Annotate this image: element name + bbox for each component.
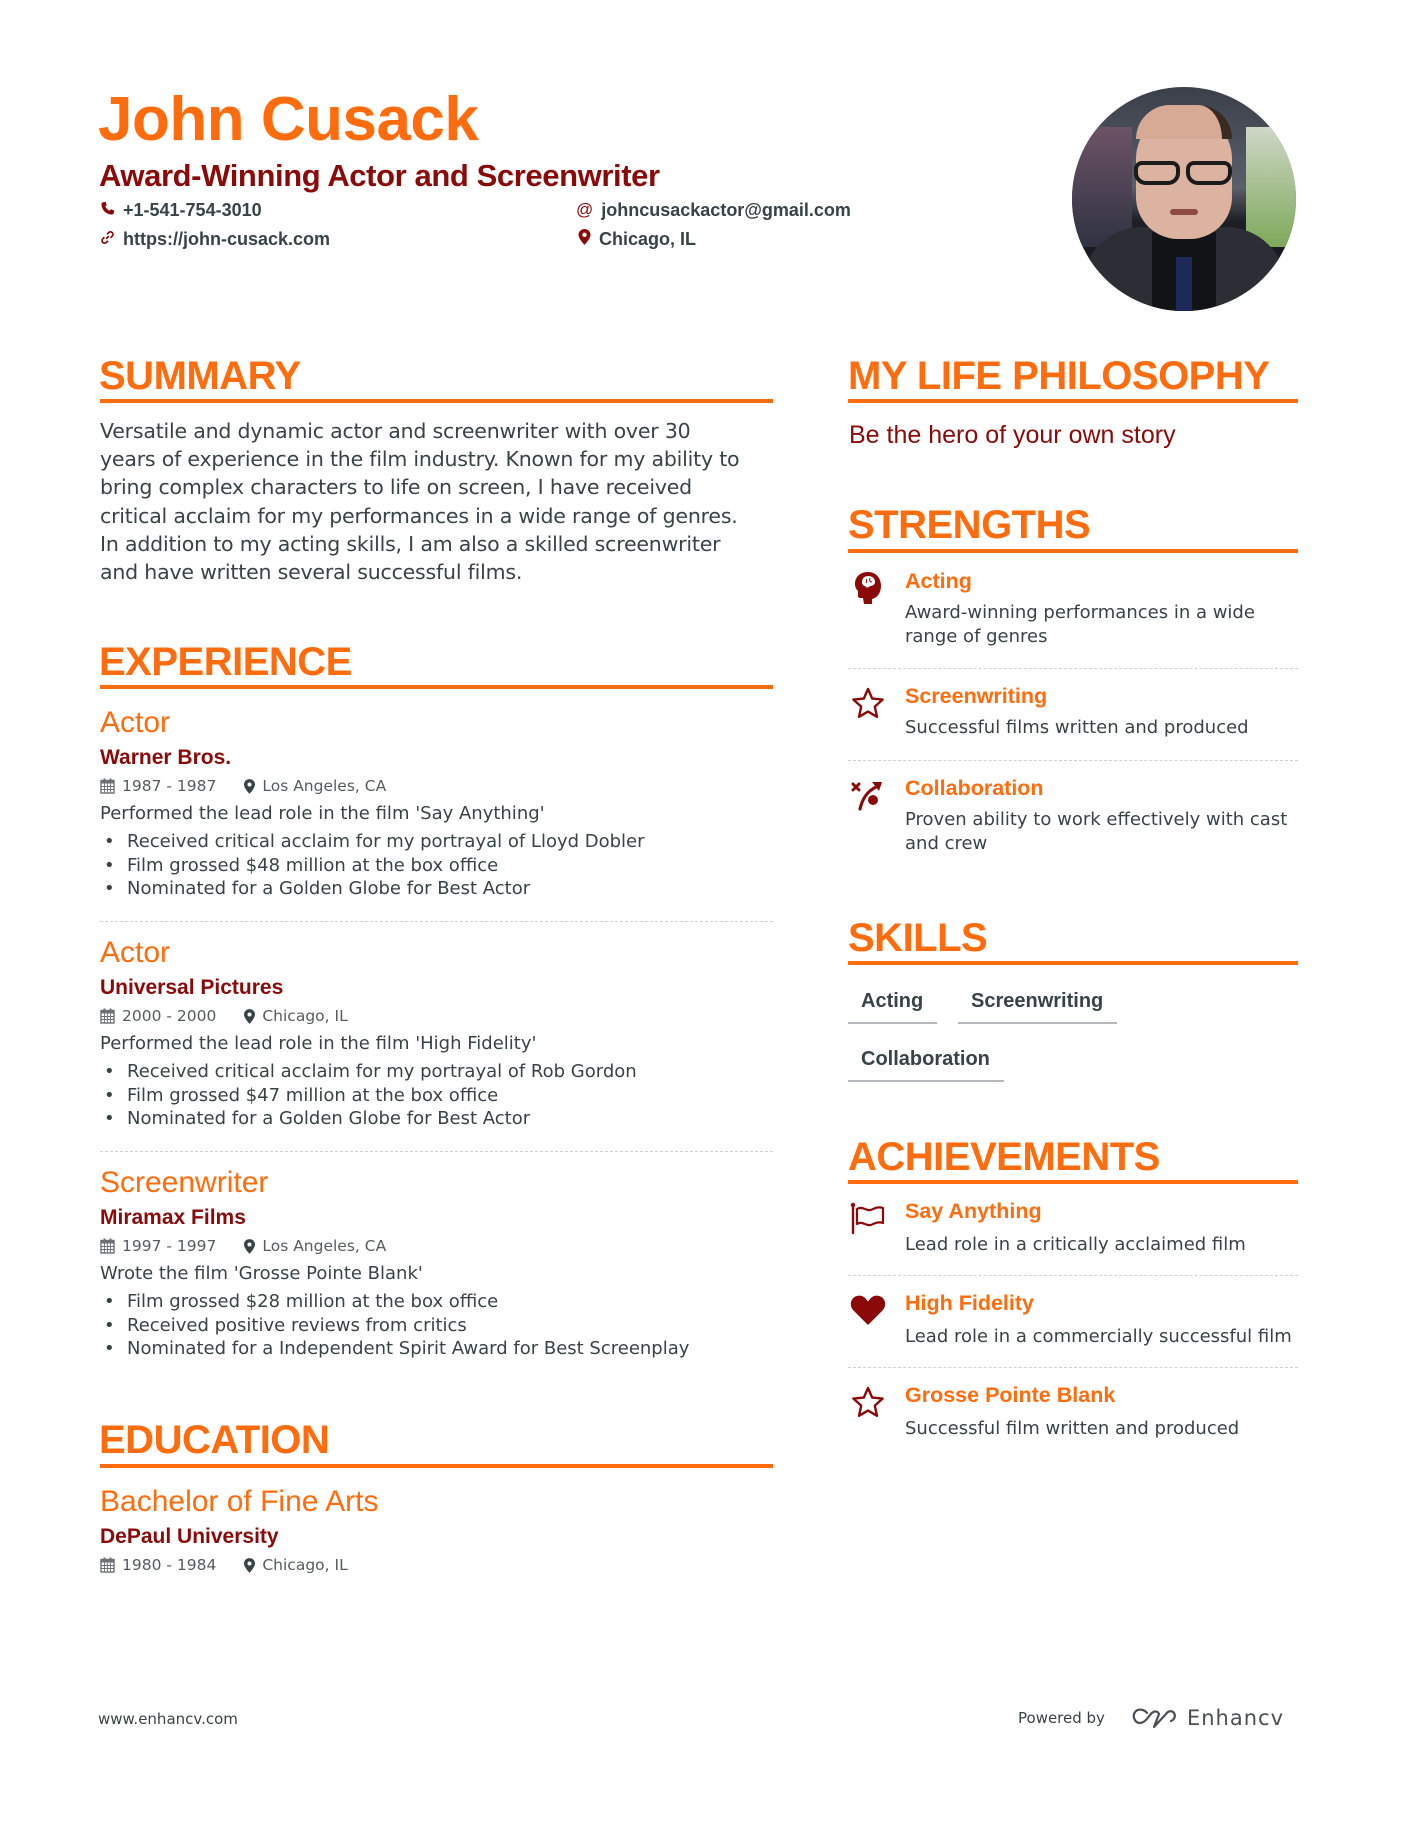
head-brain-icon — [848, 568, 888, 608]
experience-entry — [100, 936, 637, 1131]
strategy-play-icon — [848, 775, 888, 815]
footer-branding — [1018, 1706, 1284, 1730]
school-name: DePaul University — [100, 1525, 279, 1548]
education-meta — [100, 1555, 378, 1575]
summary-divider — [100, 399, 773, 403]
strength-description: Award-winning performances in a wide range of genres — [905, 602, 1255, 647]
bullet-item: • Film grossed $48 million at the box office — [100, 854, 645, 878]
bullet-item: • Film grossed $47 million at the box office — [100, 1084, 637, 1108]
enhancv-logo-icon — [1131, 1706, 1177, 1730]
bullet-item: • Received positive reviews from critics — [100, 1314, 689, 1338]
contact-location — [578, 228, 696, 250]
item-separator — [848, 1275, 1298, 1276]
item-separator — [848, 1367, 1298, 1368]
education-entry — [100, 1485, 378, 1575]
skill-tag: Collaboration — [848, 1047, 1004, 1082]
star-icon — [848, 1382, 888, 1422]
contact-website[interactable] — [100, 228, 330, 250]
job-description: Performed the lead role in the film 'High Fidelity' — [100, 1033, 537, 1054]
education-location: Chicago, IL — [262, 1556, 348, 1574]
achievement-description: Successful film written and produced — [905, 1418, 1240, 1439]
bullet-item: • Film grossed $28 million at the box office — [100, 1290, 689, 1314]
job-location: Chicago, IL — [262, 1007, 348, 1025]
job-description: Wrote the film 'Grosse Pointe Blank' — [100, 1263, 423, 1284]
education-heading: EDUCATION — [99, 1418, 330, 1462]
strength-title: Collaboration — [905, 776, 1044, 800]
skills-divider — [848, 961, 1298, 965]
strength-item — [848, 683, 1305, 740]
bullet-item: • Nominated for a Independent Spirit Award for Best Screenplay — [100, 1337, 689, 1361]
skill-tag: Acting — [848, 989, 937, 1024]
candidate-title: Award-Winning Actor and Screenwriter — [99, 158, 660, 193]
map-pin-icon — [244, 779, 255, 794]
at-icon: @ — [576, 200, 594, 219]
education-dates: 1980 - 1984 — [122, 1556, 217, 1574]
candidate-name: John Cusack — [98, 85, 479, 154]
phone-text: +1-541-754-3010 — [123, 200, 262, 220]
map-pin-icon — [244, 1558, 255, 1573]
skill-tag: Screenwriting — [958, 989, 1117, 1024]
company-name: Universal Pictures — [100, 976, 284, 999]
calendar-icon — [100, 1238, 115, 1254]
job-bullets — [100, 1290, 689, 1361]
flag-icon — [848, 1198, 888, 1238]
achievement-title: High Fidelity — [905, 1291, 1034, 1315]
bullet-item: • Nominated for a Golden Globe for Best Actor — [100, 1107, 637, 1131]
item-separator — [848, 668, 1298, 669]
link-icon — [100, 228, 115, 250]
enhancv-logo[interactable] — [1131, 1706, 1284, 1730]
phone-icon — [100, 199, 115, 221]
profile-photo — [1072, 87, 1296, 311]
email-text: johncusackactor@gmail.com — [601, 200, 851, 220]
contact-phone[interactable] — [100, 199, 262, 221]
job-dates: 2000 - 2000 — [122, 1007, 217, 1025]
achievement-item — [848, 1198, 1305, 1257]
experience-entry — [100, 1166, 689, 1361]
achievements-divider — [848, 1180, 1298, 1184]
job-bullets — [100, 1060, 637, 1131]
brand-name: Enhancv — [1186, 1706, 1284, 1730]
job-title: Actor — [100, 706, 171, 739]
job-location: Los Angeles, CA — [262, 777, 387, 795]
job-dates: 1997 - 1997 — [122, 1237, 217, 1255]
company-name: Warner Bros. — [100, 746, 232, 769]
job-dates: 1987 - 1987 — [122, 777, 217, 795]
bullet-item: • Received critical acclaim for my portrayal of Lloyd Dobler — [100, 830, 645, 854]
calendar-icon — [100, 1557, 115, 1573]
achievement-item — [848, 1290, 1325, 1349]
strength-item — [848, 568, 1305, 648]
experience-divider — [100, 685, 773, 689]
philosophy-heading: MY LIFE PHILOSOPHY — [848, 354, 1270, 398]
skills-heading: SKILLS — [848, 916, 988, 960]
achievement-title: Say Anything — [905, 1199, 1042, 1223]
calendar-icon — [100, 1008, 115, 1024]
achievement-title: Grosse Pointe Blank — [905, 1383, 1116, 1407]
job-bullets — [100, 830, 645, 901]
map-pin-icon — [244, 1239, 255, 1254]
location-text: Chicago, IL — [599, 229, 697, 249]
calendar-icon — [100, 778, 115, 794]
bullet-item: • Nominated for a Golden Globe for Best Actor — [100, 877, 645, 901]
strengths-divider — [848, 549, 1298, 553]
achievements-heading: ACHIEVEMENTS — [848, 1135, 1160, 1179]
degree: Bachelor of Fine Arts — [100, 1485, 379, 1518]
entry-separator — [100, 921, 773, 922]
job-location: Los Angeles, CA — [262, 1237, 387, 1255]
experience-entry — [100, 706, 645, 901]
strength-description: Successful films written and produced — [905, 717, 1249, 738]
achievement-description: Lead role in a commercially successful film — [905, 1326, 1292, 1347]
achievement-description: Lead role in a critically acclaimed film — [905, 1234, 1246, 1255]
education-divider — [100, 1464, 773, 1468]
star-icon — [848, 683, 888, 723]
strength-title: Acting — [905, 569, 972, 593]
company-name: Miramax Films — [100, 1206, 246, 1229]
strength-title: Screenwriting — [905, 684, 1048, 708]
job-meta — [100, 1236, 689, 1256]
item-separator — [848, 760, 1298, 761]
map-pin-icon — [578, 228, 591, 250]
job-meta — [100, 1006, 637, 1026]
philosophy-quote: Be the hero of your own story — [849, 421, 1176, 449]
heart-icon — [848, 1290, 888, 1330]
bullet-item: • Received critical acclaim for my portrayal of Rob Gordon — [100, 1060, 637, 1084]
experience-heading: EXPERIENCE — [99, 640, 352, 684]
website-text: https://john-cusack.com — [123, 229, 331, 249]
strength-description: Proven ability to work effectively with cast and crew — [905, 809, 1288, 854]
philosophy-divider — [848, 399, 1298, 403]
summary-text: Versatile and dynamic actor and screenwriter with over 30 years of experience in the film industry. Known for my ability to bring complex characters to life on screen, I have received critical acclaim for my performances in a wide range of genres. In addition to my acting skills, I am also a skilled screenwriter and have written several successful films. — [100, 419, 740, 585]
footer-website-link[interactable]: www.enhancv.com — [98, 1710, 238, 1728]
contact-email[interactable] — [576, 199, 851, 221]
achievement-item — [848, 1382, 1305, 1441]
job-meta — [100, 776, 645, 796]
job-description: Performed the lead role in the film 'Say Anything' — [100, 803, 545, 824]
strength-item — [848, 775, 1305, 855]
map-pin-icon — [244, 1009, 255, 1024]
powered-by-label: Powered by — [1018, 1709, 1105, 1727]
summary-heading: SUMMARY — [99, 354, 301, 398]
job-title: Screenwriter — [100, 1166, 269, 1199]
strengths-heading: STRENGTHS — [848, 503, 1091, 547]
entry-separator — [100, 1151, 773, 1152]
job-title: Actor — [100, 936, 171, 969]
